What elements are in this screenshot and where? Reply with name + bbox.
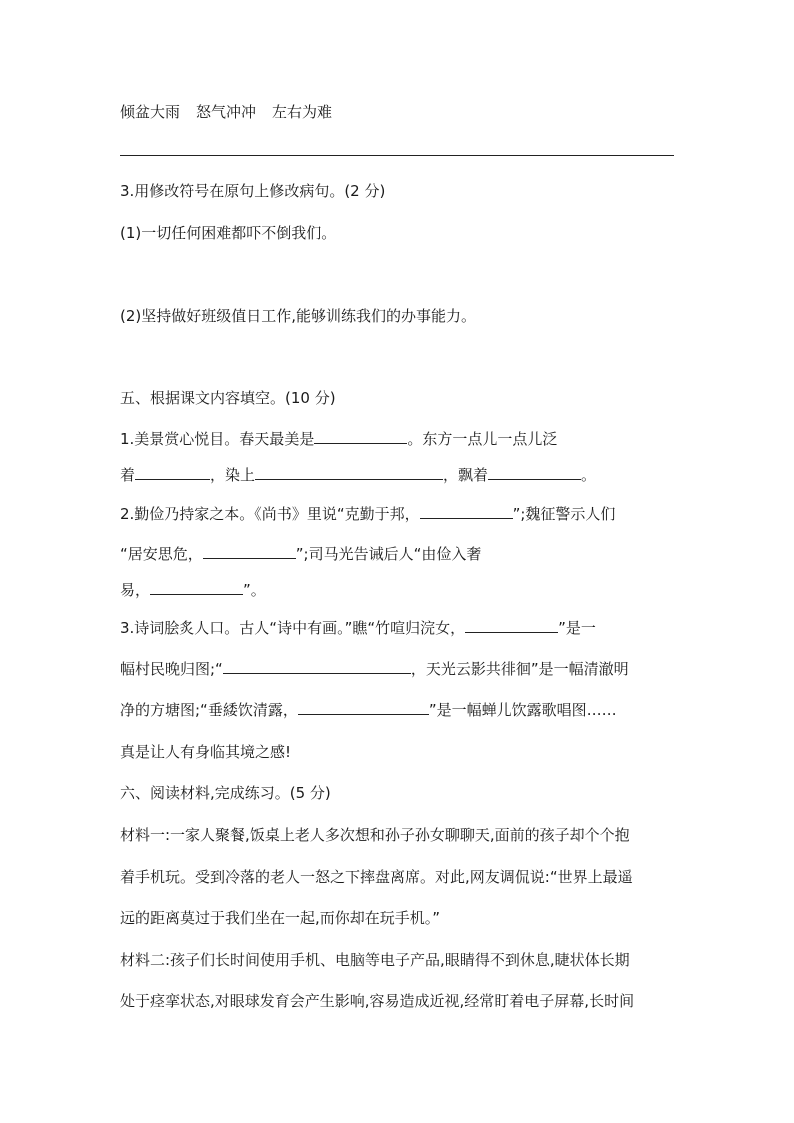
text: ，染上 (210, 466, 256, 484)
text: 2.勤俭乃持家之本。《尚书》里说“克勤于邦， (120, 505, 420, 523)
answer-rule[interactable] (120, 155, 674, 156)
text: 着 (120, 466, 136, 484)
fill-blank[interactable] (298, 700, 429, 715)
fill-blank[interactable] (135, 465, 210, 480)
material-1-line-1: 材料一:一家人聚餐,饭桌上老人多次想和孙子孙女聊聊天,面前的孩子却个个抱 (120, 826, 630, 844)
text: ”。 (243, 581, 266, 599)
text: 。东方一点儿一点儿泛 (407, 430, 558, 448)
text: 净的方塘图;“垂緌饮清露， (120, 701, 298, 719)
text: 1.美景赏心悦目。春天最美是 (120, 430, 315, 448)
text: ”是一 (558, 619, 596, 637)
q3-sentence-1: (1)一切任何困难都吓不倒我们。 (120, 224, 337, 242)
section-5-title: 五、根据课文内容填空。(10 分) (120, 389, 336, 407)
text: ”;司马光告诫后人“由俭入奢 (295, 545, 482, 563)
sec5-p3-line1 (120, 618, 596, 638)
idiom-1: 倾盆大雨 (120, 103, 181, 121)
fill-blank[interactable] (223, 659, 411, 674)
text: ”是一幅蝉儿饮露歌唱图…… (428, 701, 617, 719)
fill-blank[interactable] (255, 465, 443, 480)
text: “居安思危， (120, 545, 203, 563)
material-2-line-2: 处于痉挛状态,对眼球发育会产生影响,容易造成近视,经常盯着电子屏幕,长时间 (120, 992, 635, 1010)
q3-sentence-2: (2)坚持做好班级值日工作,能够训练我们的办事能力。 (120, 307, 477, 325)
text: ，飘着 (443, 466, 489, 484)
material-2-line-1: 材料二:孩子们长时间使用手机、电脑等电子产品,眼睛得不到休息,睫状体长期 (120, 951, 630, 969)
q3-title: 3.用修改符号在原句上修改病句。(2 分) (120, 182, 386, 200)
idiom-line (120, 102, 332, 122)
text: 。 (581, 466, 597, 484)
sec5-p1-line1 (120, 429, 557, 449)
idiom-2: 怒气冲冲 (196, 103, 257, 121)
text: 易， (120, 581, 151, 599)
sec5-p2-line2 (120, 544, 481, 564)
sec5-p1-line2 (120, 465, 596, 485)
fill-blank[interactable] (488, 465, 581, 480)
sec5-p2-line1 (120, 504, 615, 524)
fill-blank[interactable] (150, 580, 243, 595)
text: 3.诗词脍炙人口。古人“诗中有画。”瞧“竹喧归浣女， (120, 619, 466, 637)
sec5-p3-line3 (120, 700, 617, 720)
text: ，天光云影共徘徊”是一幅清澈明 (410, 660, 629, 678)
sec5-p3-line2 (120, 659, 629, 679)
sec5-p2-line3 (120, 580, 266, 600)
fill-blank[interactable] (314, 429, 407, 444)
fill-blank[interactable] (420, 504, 513, 519)
text: 幅村民晚归图;“ (120, 660, 223, 678)
fill-blank[interactable] (465, 618, 558, 633)
material-1-line-3: 远的距离莫过于我们坐在一起,而你却在玩手机。” (120, 909, 441, 927)
section-6-title: 六、阅读材料,完成练习。(5 分) (120, 784, 331, 802)
idiom-3: 左右为难 (272, 103, 333, 121)
fill-blank[interactable] (203, 544, 296, 559)
material-1-line-2: 着手机玩。受到冷落的老人一怒之下摔盘离席。对此,网友调侃说:“世界上最遥 (120, 868, 633, 886)
text: ”;魏征警示人们 (512, 505, 616, 523)
sec5-p3-line4: 真是让人有身临其境之感! (120, 743, 292, 761)
